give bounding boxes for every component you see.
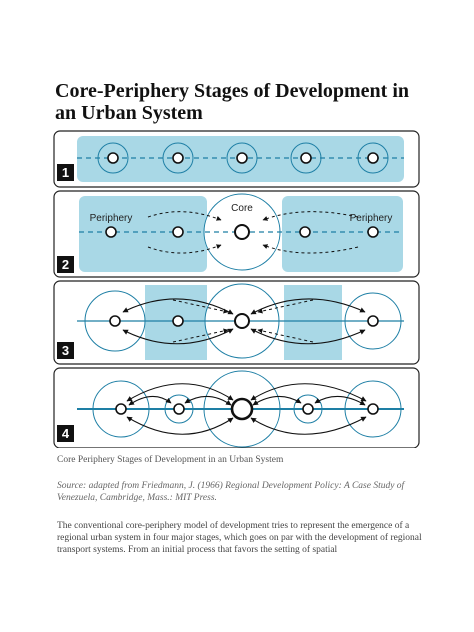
city-node	[106, 227, 116, 237]
periphery-region-left	[79, 196, 207, 272]
city-node	[301, 153, 311, 163]
city-node	[303, 404, 313, 414]
stage-number: 4	[61, 426, 70, 441]
city-node	[368, 227, 378, 237]
city-node	[116, 404, 126, 414]
stage-number: 3	[61, 343, 70, 358]
periphery-region-right	[284, 285, 342, 360]
core-periphery-diagram	[53, 130, 421, 448]
city-node	[173, 227, 183, 237]
city-node	[110, 316, 120, 326]
periphery-label-left: Periphery	[89, 213, 133, 224]
city-node	[173, 316, 183, 326]
core-city-node	[235, 225, 249, 239]
stage-2-panel	[54, 191, 419, 277]
city-node	[368, 153, 378, 163]
figure-source: Source: adapted from Friedmann, J. (1966) Regional Development Policy: A Case Study of Venezuela, Cambridge, Mass.: MIT Press.	[57, 481, 405, 503]
city-node	[300, 227, 310, 237]
figure-caption: Core Periphery Stages of Development in an Urban System	[57, 455, 284, 465]
stage-number: 1	[61, 165, 70, 180]
core-city-node	[232, 399, 252, 419]
stage-3-panel	[54, 281, 419, 364]
city-node	[368, 404, 378, 414]
city-node	[173, 153, 183, 163]
body-paragraph: The conventional core-periphery model of development tries to represent the emergence of a regional urban system in four major stages, which goes on par with the development of regional transport systems. From an initial process that favors the setting of spatial	[57, 521, 422, 555]
city-node	[174, 404, 184, 414]
city-node	[237, 153, 247, 163]
page-title: Core-Periphery Stages of Development in an Urban System	[55, 80, 410, 124]
stage-4-panel	[54, 368, 419, 448]
stage-1-panel	[54, 131, 419, 187]
periphery-label-right: Periphery	[349, 213, 393, 224]
core-label: Core	[231, 203, 253, 214]
city-node	[108, 153, 118, 163]
stage-number: 2	[61, 257, 70, 272]
city-node	[368, 316, 378, 326]
core-city-node	[235, 314, 249, 328]
